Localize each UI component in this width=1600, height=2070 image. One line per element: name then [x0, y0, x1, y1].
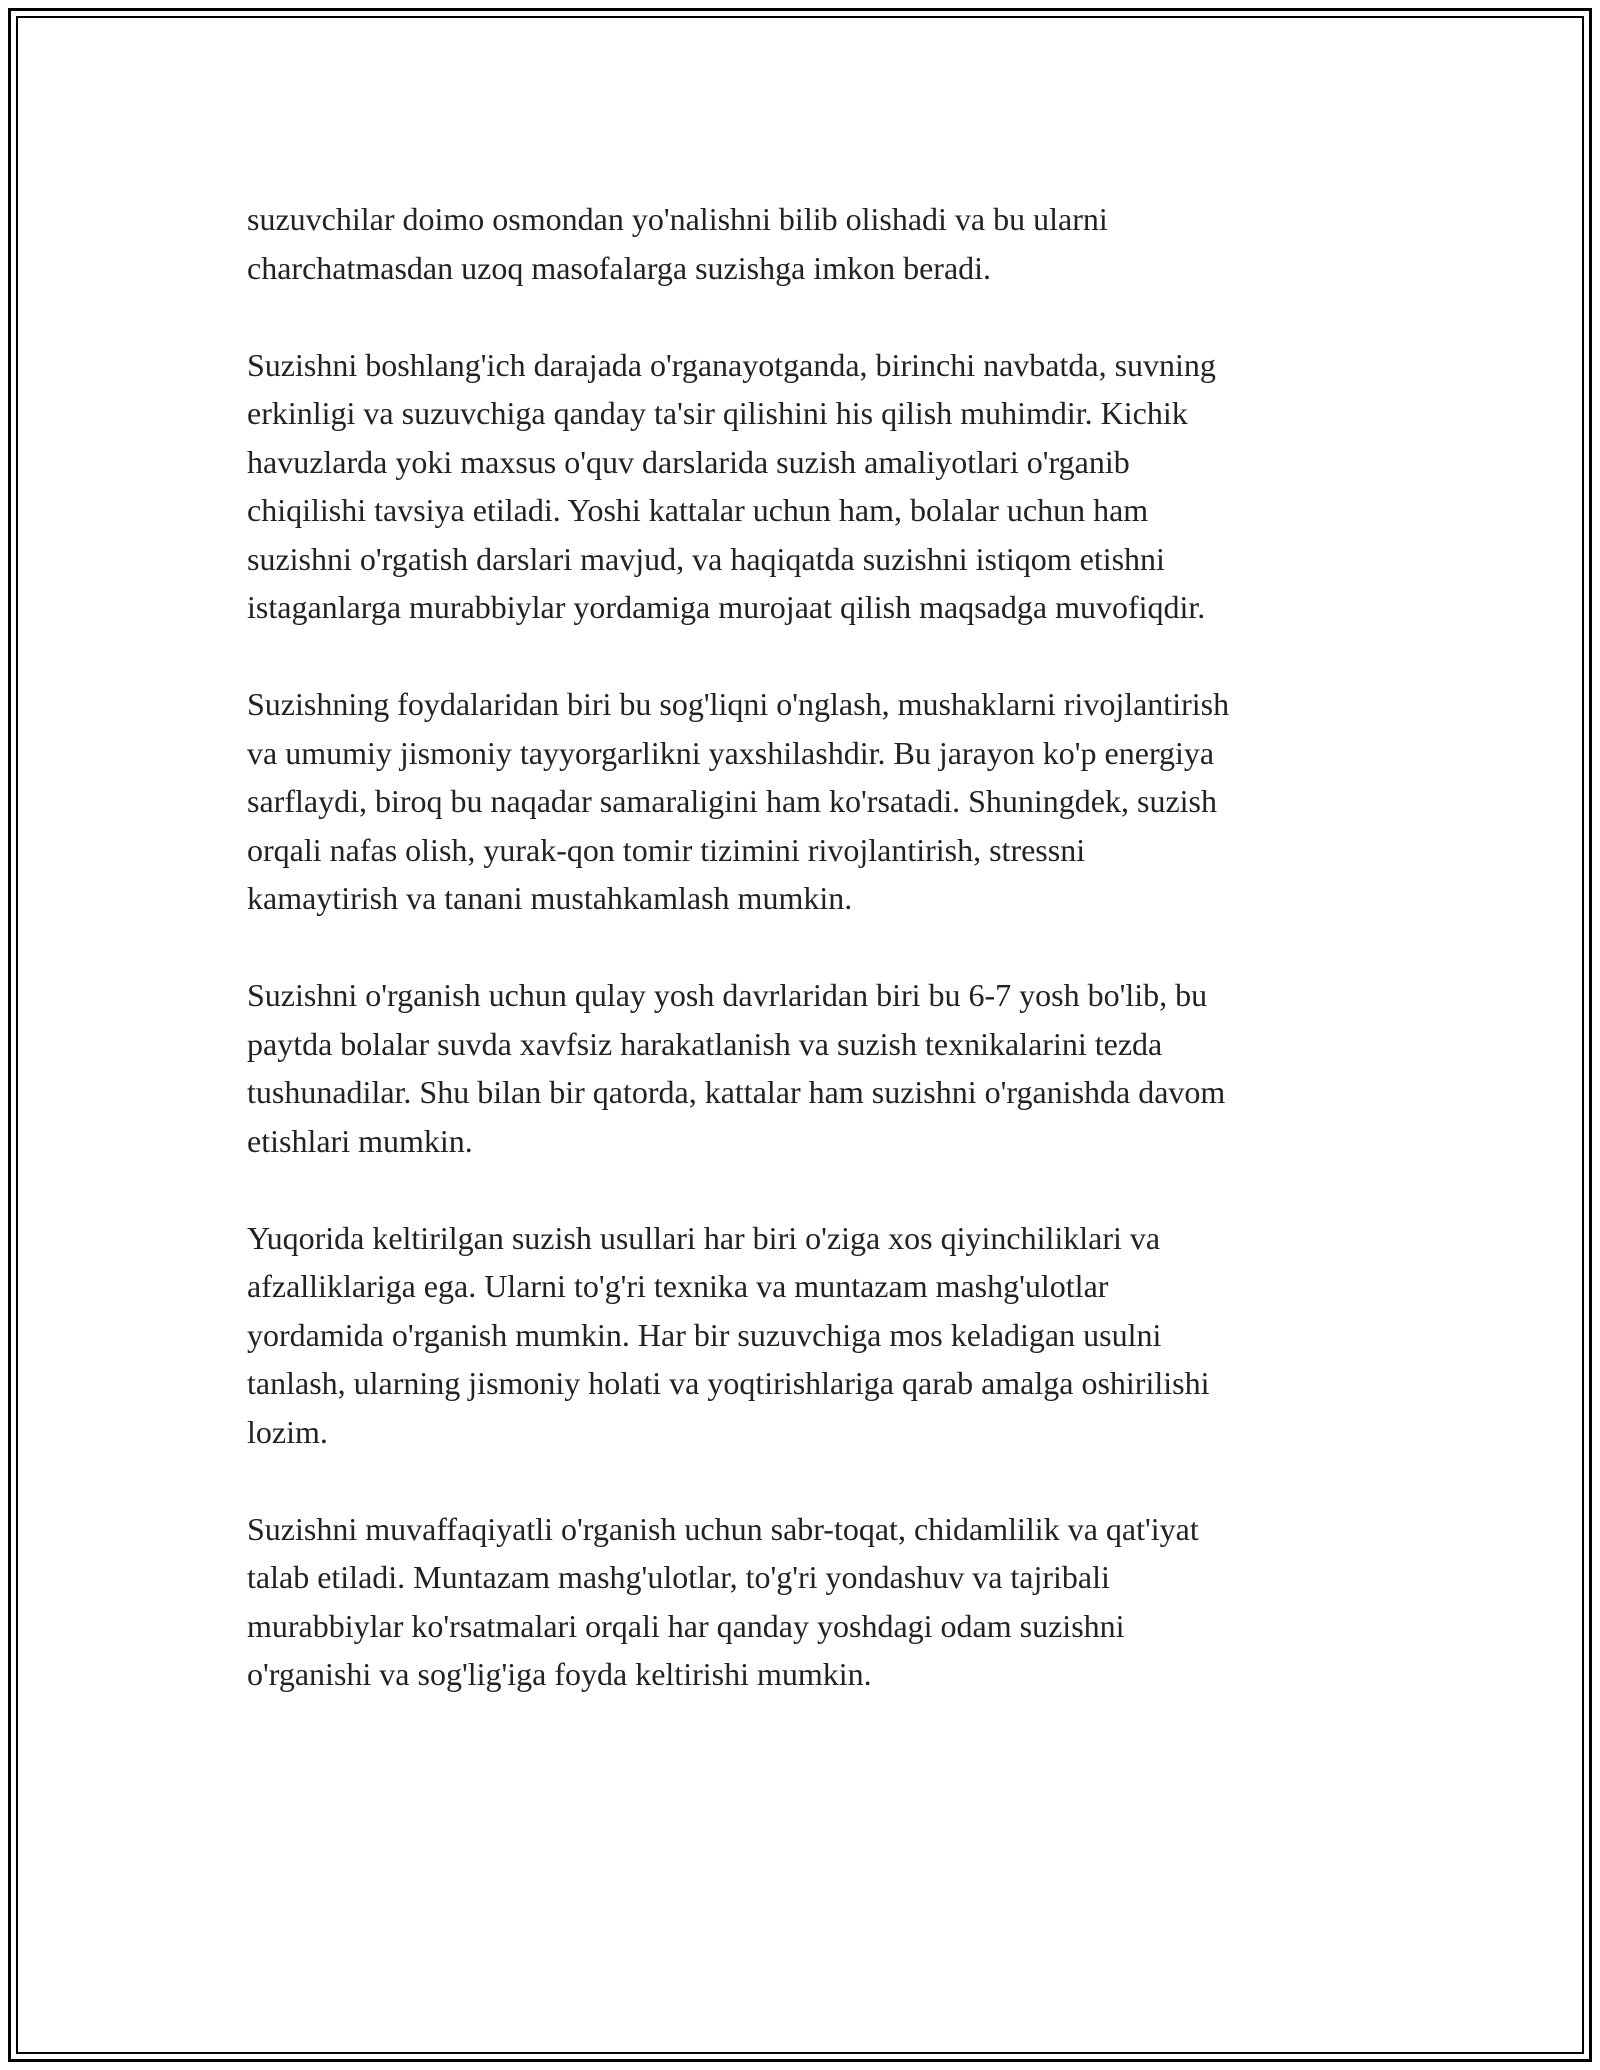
paragraph-swimming-styles: Yuqorida keltirilgan suzish usullari har biri o'ziga xos qiyinchiliklari va afzalliklariga ega. Ularni to'g'ri texnika va muntazam mashg'ulotlar yordamida o'rganish mumkin. Har bir suzuvchiga mos keladigan usulni tanlash, ularning jismoniy holati va yoqtirishlariga qarab amalga oshirilishi lozim.	[247, 1219, 1210, 1450]
document-body	[247, 195, 1397, 1747]
paragraph-beginner-learning: Suzishni boshlang'ich darajada o'rganayotganda, birinchi navbatda, suvning erkinligi va suzuvchiga qanday ta'sir qilishini his qilish muhimdir. Kichik havuzlarda yoki maxsus o'quv darslarida suzish amaliyotlari o'rganib chiqilishi tavsiya etiladi. Yoshi kattalar uchun ham, bolalar uchun ham suzishni o'rgatish darslari mavjud, va haqiqatda suzishni istiqom etishni istaganlarga murabbiylar yordamiga murojaat qilish maqsadga muvofiqdir.	[247, 346, 1216, 625]
paragraph-conclusion: Suzishni muvaffaqiyatli o'rganish uchun sabr-toqat, chidamlilik va qat'iyat talab etiladi. Muntazam mashg'ulotlar, to'g'ri yondashuv va tajribali murabbiylar ko'rsatmalari orqali har qanday yoshdagi odam suzishni o'rganishi va sog'lig'iga foyda keltirishi mumkin.	[247, 1510, 1199, 1692]
paragraph-sky-navigation: suzuvchilar doimo osmondan yo'nalishni bilib olishadi va bu ularni charchatmasdan uzoq masofalarga suzishga imkon beradi.	[247, 201, 1108, 286]
page-frame	[8, 8, 1592, 2062]
paragraph-health-benefits: Suzishning foydalaridan biri bu sog'liqni o'nglash, mushaklarni rivojlantirish va umumiy jismoniy tayyorgarlikni yaxshilashdir. Bu jarayon ko'p energiya sarflaydi, biroq bu naqadar samaraligini ham ko'rsatadi. Shuningdek, suzish orqali nafas olish, yurak-qon tomir tizimini rivojlantirish, stressni kamaytirish va tanani mustahkamlash mumkin.	[247, 686, 1230, 916]
paragraph-learning-age: Suzishni o'rganish uchun qulay yosh davrlaridan biri bu 6-7 yosh bo'lib, bu paytda bolalar suvda xavfsiz harakatlanish va suzish texnikalarini tezda tushunadilar. Shu bilan bir qatorda, kattalar ham suzishni o'rganishda davom etishlari mumkin.	[247, 977, 1226, 1159]
